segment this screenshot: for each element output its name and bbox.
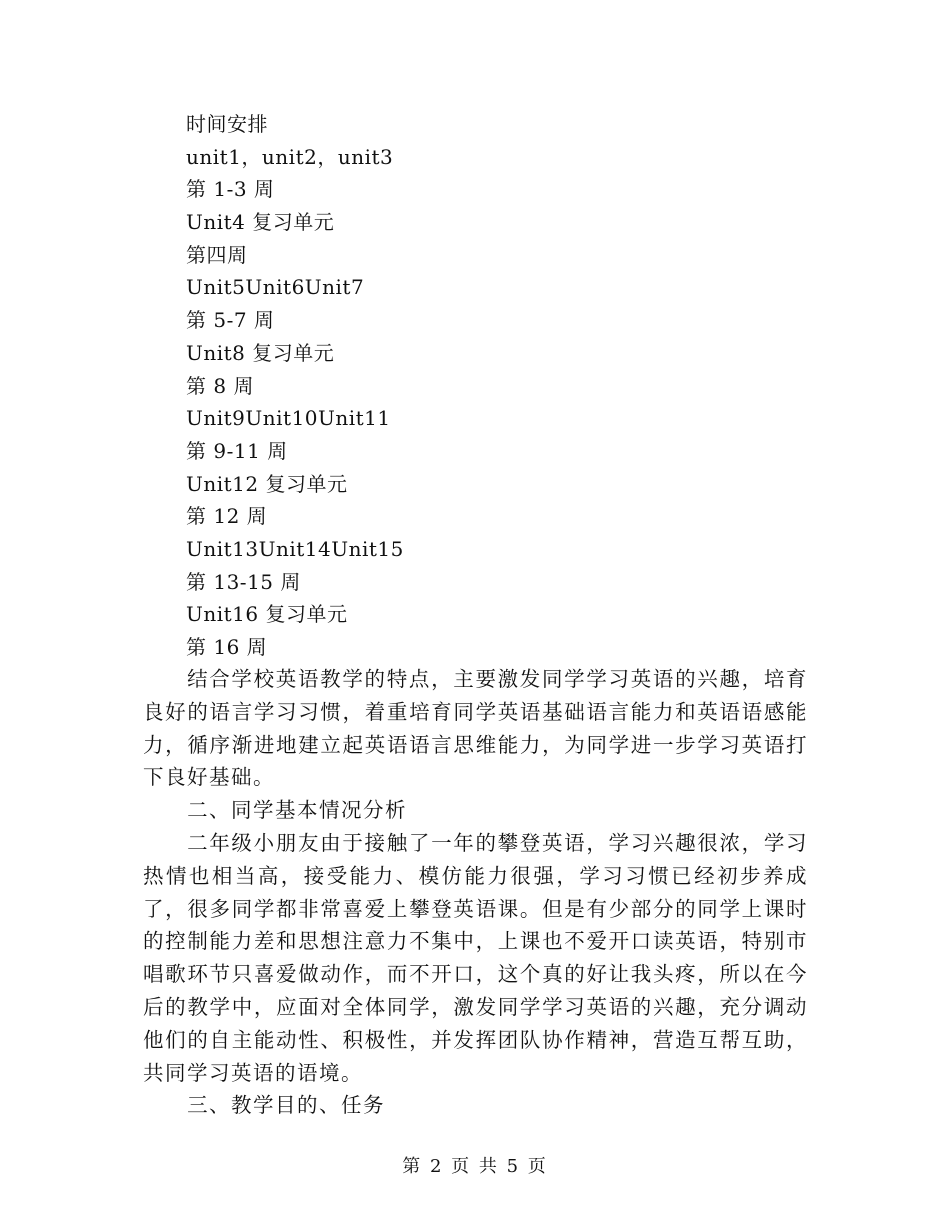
section-heading-teaching-objectives: 三、教学目的、任务	[187, 1093, 386, 1118]
schedule-week-12: 第 12 周	[186, 504, 268, 529]
page-footer: 第 2 页 共 5 页	[402, 1156, 548, 1177]
body-text	[143, 663, 808, 1122]
schedule-unit-12: Unit12 复习单元	[186, 471, 348, 496]
schedule-unit-16: Unit16 复习单元	[186, 602, 348, 627]
schedule-unit-4: Unit4 复习单元	[186, 210, 335, 235]
schedule-units-1-3: unit1，unit2，unit3	[186, 144, 394, 169]
schedule-week-4: 第四周	[186, 242, 248, 267]
schedule-week-5-7: 第 5-7 周	[186, 308, 275, 333]
schedule-week-8: 第 8 周	[186, 373, 254, 398]
section-heading-student-analysis: 二、同学基本情况分析	[187, 798, 408, 823]
teaching-goal-paragraph: 结合学校英语教学的特点，主要激发同学学习英语的兴趣，培育良好的语言学习习惯，着重培育同学英语基础语言能力和英语语感能力，循序渐进地建立起英语语言思维能力，为同学进一步学习英语打下良好基础。	[143, 667, 808, 790]
schedule-week-1-3: 第 1-3 周	[186, 177, 275, 202]
schedule-week-9-11: 第 9-11 周	[186, 438, 288, 463]
schedule-week-13-15: 第 13-15 周	[186, 569, 301, 594]
schedule-units-13-15: Unit13Unit14Unit15	[186, 536, 404, 561]
schedule-units-9-11: Unit9Unit10Unit11	[186, 406, 391, 431]
schedule-heading: 时间安排	[186, 112, 268, 136]
schedule-units-5-7: Unit5Unit6Unit7	[186, 275, 365, 300]
schedule-list	[186, 108, 786, 664]
student-analysis-paragraph: 二年级小朋友由于接触了一年的攀登英语，学习兴趣很浓，学习热情也相当高，接受能力、模仿能力很强，学习习惯已经初步养成了，很多同学都非常喜爱上攀登英语课。但是有少部分的同学上课时的控制能力差和思想注意力不集中，上课也不爱开口读英语，特别市唱歌环节只喜爱做动作，而不开口，这个真的好让我头疼，所以在今后的教学中，应面对全体同学，激发同学学习英语的兴趣，充分调动他们的自主能动性、积极性，并发挥团队协作精神，营造互帮互助，共同学习英语的语境。	[143, 830, 808, 1085]
schedule-week-16: 第 16 周	[186, 635, 268, 659]
schedule-unit-8: Unit8 复习单元	[186, 340, 335, 365]
